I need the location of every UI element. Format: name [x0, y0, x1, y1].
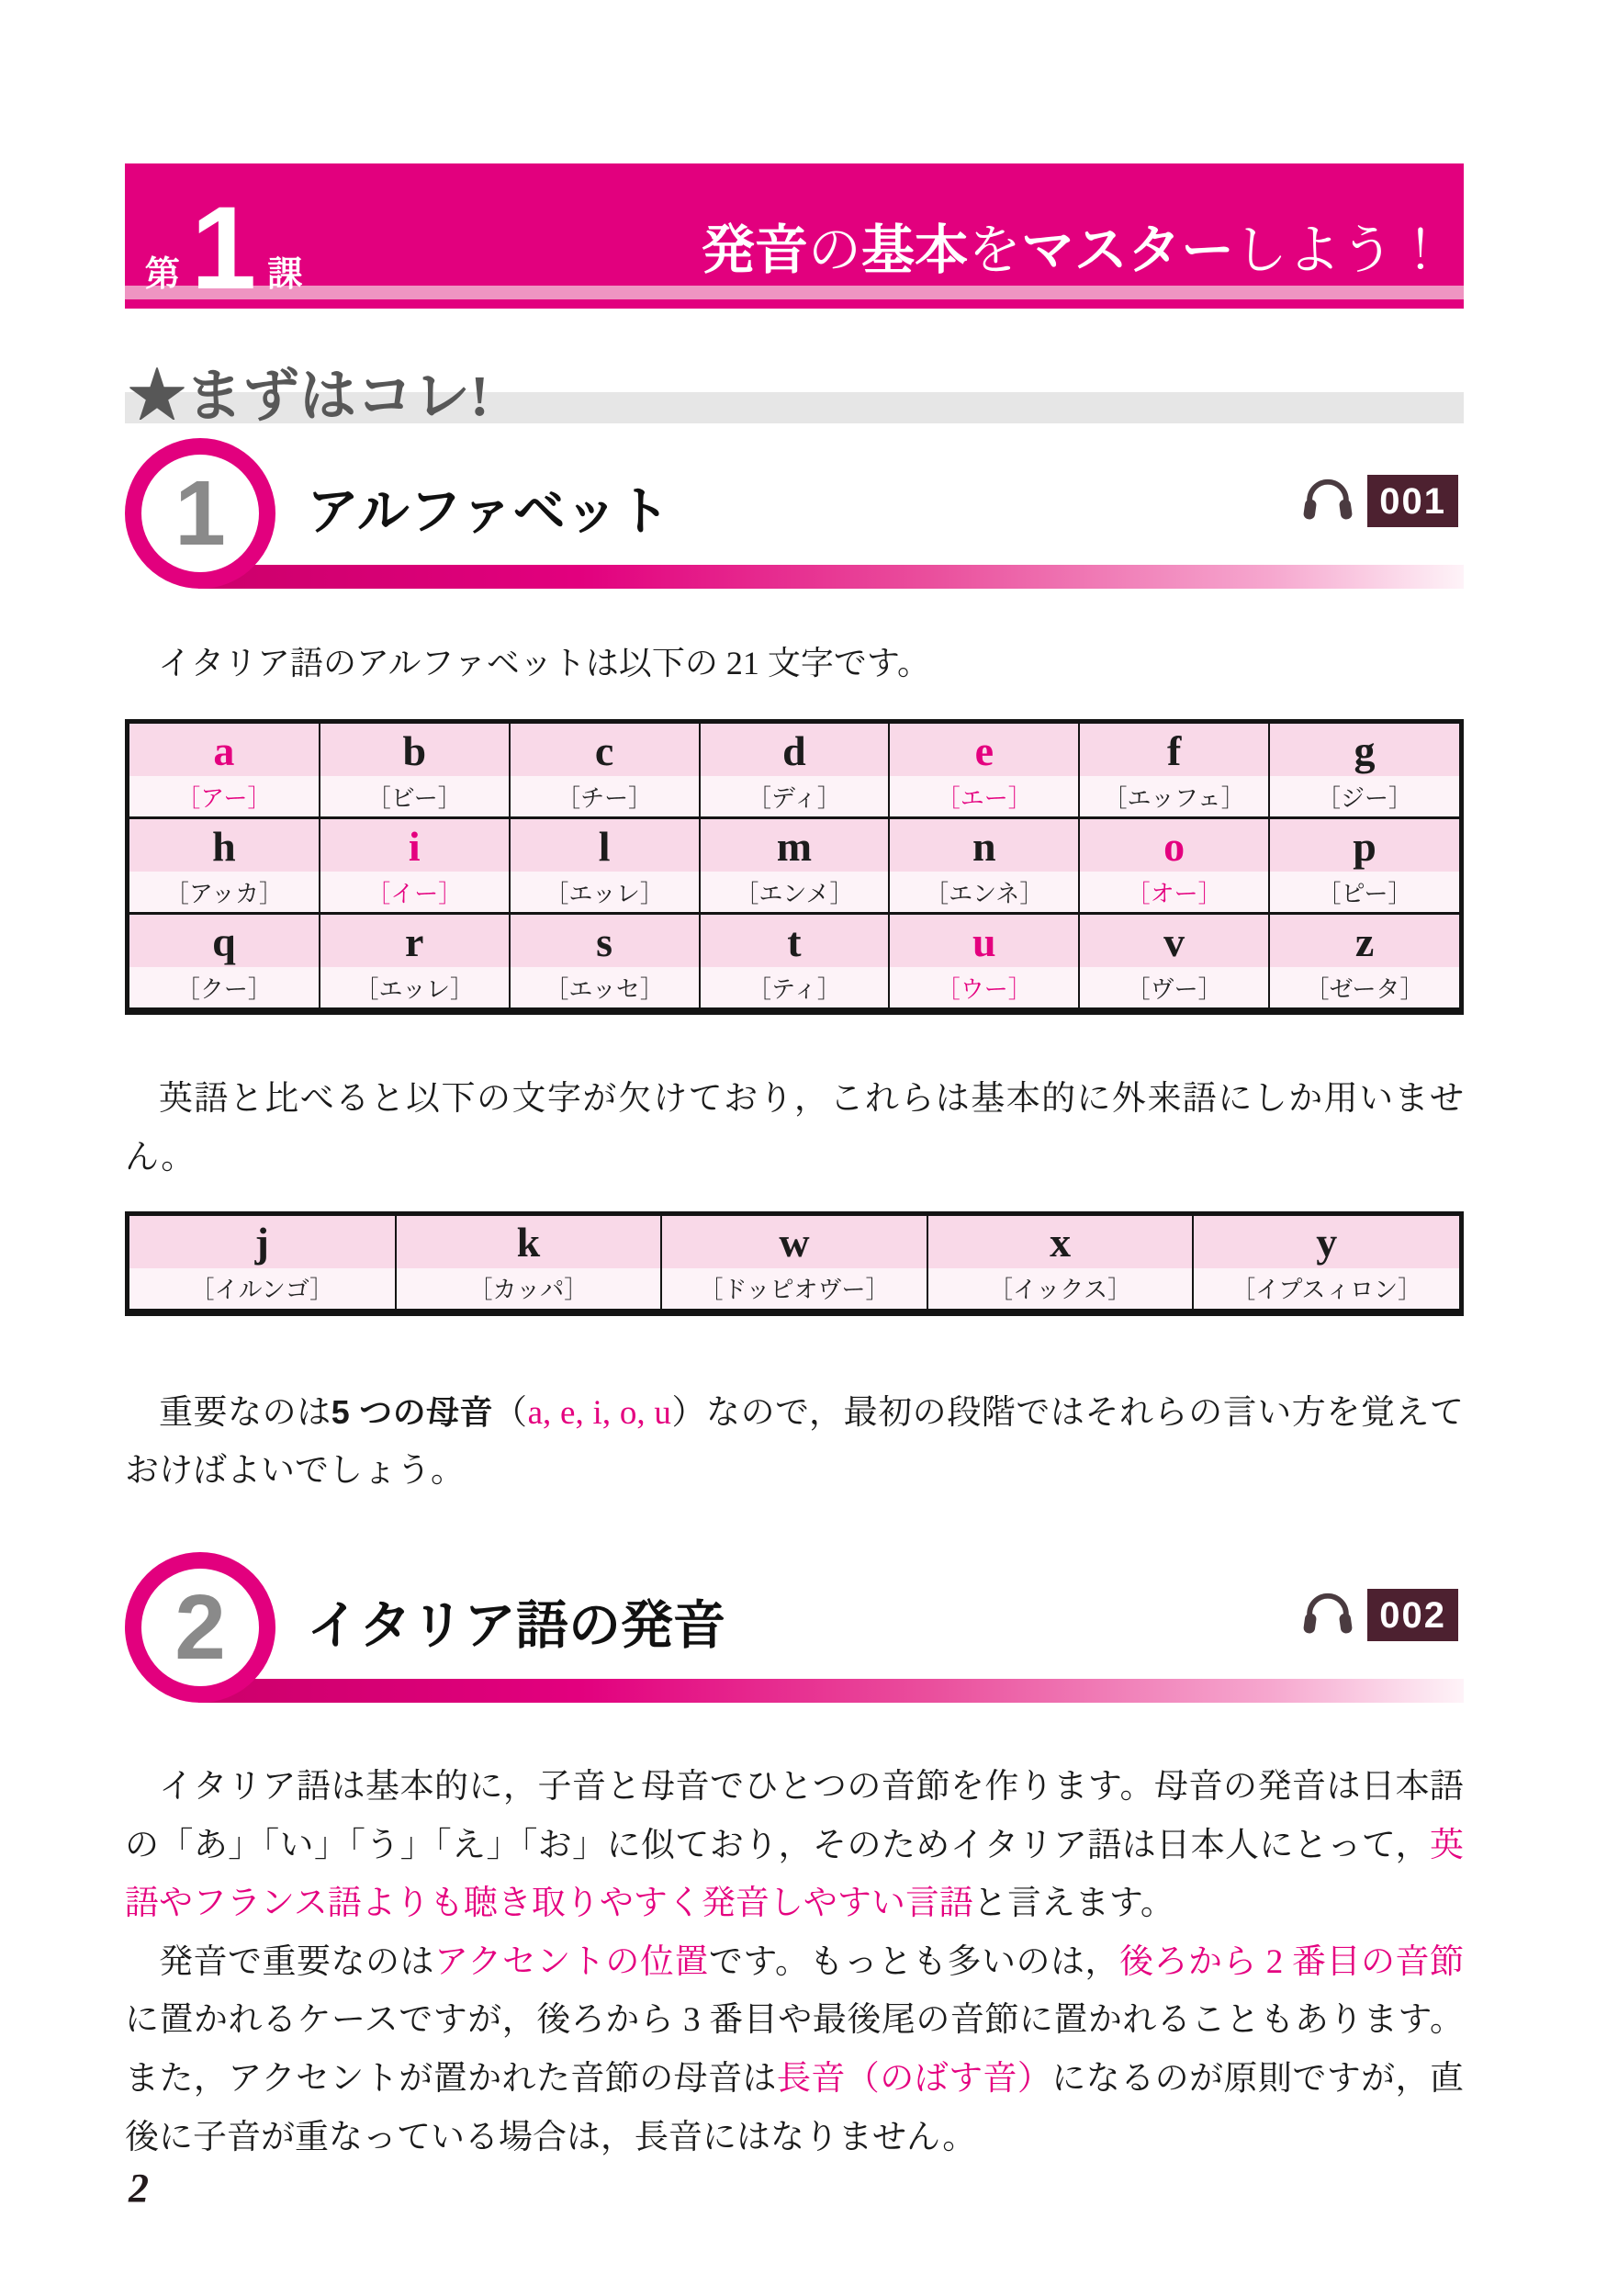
- audio-track-badge: 002: [1367, 1589, 1458, 1641]
- lesson-number: 1: [191, 183, 257, 315]
- letter-cell: a: [129, 724, 320, 776]
- section-number: 2: [174, 1575, 226, 1679]
- letter-cell: l: [510, 818, 700, 872]
- letter-cell: u: [889, 914, 1079, 968]
- letter-cell: r: [320, 914, 510, 968]
- section-number-ring: [125, 1552, 275, 1703]
- reading-cell: ［イー］: [320, 872, 510, 914]
- section-rule: [198, 1679, 1464, 1703]
- text-segment: イタリア語は基本的に，子音と母音でひとつの音節を作ります。母音の発音は日本語の「あ」「い」「う」「え」「お」に似ており，そのためイタリア語は日本人にとって，: [125, 1767, 1464, 1864]
- headphones-icon: [1301, 1589, 1354, 1641]
- text-segment: 発音で重要なのは: [159, 1942, 435, 1981]
- reading-cell: ［オー］: [1079, 872, 1269, 914]
- letter-cell: e: [889, 724, 1079, 776]
- quick-start-bar: [125, 366, 1464, 428]
- text-segment: 後ろから 2 番目の音節: [1118, 1942, 1465, 1981]
- section-rule: [198, 565, 1464, 589]
- section-title: イタリア語の発音: [307, 1595, 725, 1655]
- text-segment: アクセントの位置: [434, 1942, 709, 1981]
- lesson-title: [701, 220, 1447, 280]
- vowels-paragraph: [125, 1384, 1464, 1501]
- text-segment: です。もっとも多いのは，: [708, 1942, 1119, 1981]
- lesson-suffix: 課: [267, 255, 303, 294]
- banner-stripe: [125, 286, 1464, 299]
- reading-cell: ［エッレ］: [510, 872, 700, 914]
- letter-cell: y: [1193, 1216, 1459, 1268]
- letter-cell: v: [1079, 914, 1269, 968]
- missing-letters-table: [125, 1211, 1464, 1316]
- letter-cell: t: [700, 914, 890, 968]
- reading-cell: ［イプスィロン］: [1193, 1268, 1459, 1309]
- audio-block: [1301, 1589, 1458, 1641]
- letter-cell: d: [700, 724, 890, 776]
- letter-cell: s: [510, 914, 700, 968]
- reading-cell: ［ピー］: [1269, 872, 1459, 914]
- reading-cell: ［ヴー］: [1079, 967, 1269, 1007]
- letter-cell: z: [1269, 914, 1459, 968]
- text-segment: 発音: [701, 220, 808, 280]
- letter-cell: n: [889, 818, 1079, 872]
- letter-cell: w: [661, 1216, 927, 1268]
- reading-cell: ［ビー］: [320, 776, 510, 818]
- reading-cell: ［ゼータ］: [1269, 967, 1459, 1007]
- reading-cell: ［ティ］: [700, 967, 890, 1007]
- reading-cell: ［チー］: [510, 776, 700, 818]
- letter-cell: b: [320, 724, 510, 776]
- text-segment: しよう！: [1233, 220, 1447, 280]
- text-segment: 5 つの母音: [331, 1393, 494, 1431]
- text-segment: 重要なのは: [159, 1393, 331, 1432]
- text-segment: 英語やフランス語よりも聴き取りやすく発音しやすい言語: [125, 1826, 1464, 1923]
- lesson-prefix: 第: [145, 255, 181, 294]
- section-title: アルファベット: [307, 482, 670, 541]
- letter-cell: m: [700, 818, 890, 872]
- reading-cell: ［イルンゴ］: [129, 1268, 396, 1309]
- reading-cell: ［エンメ］: [700, 872, 890, 914]
- page-number: 2: [129, 2166, 149, 2211]
- reading-cell: ［エッフェ］: [1079, 776, 1269, 818]
- lesson-banner: [125, 163, 1464, 315]
- letter-cell: x: [927, 1216, 1194, 1268]
- headphones-icon: [1301, 475, 1354, 527]
- reading-cell: ［ジー］: [1269, 776, 1459, 818]
- letter-cell: f: [1079, 724, 1269, 776]
- audio-track-badge: 001: [1367, 475, 1458, 527]
- reading-cell: ［アッカ］: [129, 872, 320, 914]
- letter-cell: j: [129, 1216, 396, 1268]
- text-segment: と言えます。: [972, 1885, 1174, 1923]
- text-segment: 基本: [860, 220, 968, 280]
- pronunciation-paragraph-1: [125, 1758, 1464, 1933]
- reading-cell: ［ディ］: [700, 776, 890, 818]
- reading-cell: ［イックス］: [927, 1268, 1194, 1309]
- letter-cell: o: [1079, 818, 1269, 872]
- letter-cell: c: [510, 724, 700, 776]
- reading-cell: ［エッレ］: [320, 967, 510, 1007]
- text-segment: を: [967, 220, 1021, 280]
- letter-cell: h: [129, 818, 320, 872]
- text-segment: の: [807, 220, 861, 280]
- text-segment: a, e, i, o, u: [527, 1393, 671, 1432]
- letter-cell: g: [1269, 724, 1459, 776]
- reading-cell: ［クー］: [129, 967, 320, 1007]
- section-number-ring: [125, 438, 275, 589]
- text-segment: 長音（のばす音）: [776, 2060, 1052, 2099]
- alphabet-table: [125, 719, 1464, 1015]
- section-1-header: [125, 438, 1464, 589]
- reading-cell: ［ドッピオヴー］: [661, 1268, 927, 1309]
- text-segment: マスター: [1020, 220, 1234, 280]
- missing-letters-table-grid: [129, 1216, 1459, 1309]
- reading-cell: ［エンネ］: [889, 872, 1079, 914]
- missing-letters-paragraph: 英語と比べると以下の文字が欠けており，これらは基本的に外来語にしか用いません。: [125, 1080, 1464, 1177]
- reading-cell: ［エッセ］: [510, 967, 700, 1007]
- alphabet-table-grid: [129, 724, 1459, 1007]
- page-content: [0, 163, 1618, 2167]
- text-segment: になるのが原則ですが，直後に子音が重なっている場合は，長音にはなりません。: [125, 2060, 1465, 2156]
- reading-cell: ［アー］: [129, 776, 320, 818]
- section-2-header: [125, 1552, 1464, 1703]
- reading-cell: ［ウー］: [889, 967, 1079, 1007]
- intro-paragraph: イタリア語のアルファベットは以下の 21 文字です。: [158, 645, 930, 681]
- text-segment: （: [493, 1393, 528, 1432]
- reading-cell: ［エー］: [889, 776, 1079, 818]
- reading-cell: ［カッパ］: [396, 1268, 662, 1309]
- quick-start-label: ★まずはコレ!: [129, 366, 489, 428]
- letter-cell: k: [396, 1216, 662, 1268]
- lesson-id-block: [145, 183, 303, 315]
- letter-cell: p: [1269, 818, 1459, 872]
- letter-cell: q: [129, 914, 320, 968]
- audio-block: [1301, 475, 1458, 527]
- text-segment: に置かれるケースですが，後ろから 3 番目や最後尾の音節に置かれることもあります。また，アクセントが置かれた音節の母音は: [125, 2001, 1464, 2099]
- pronunciation-paragraph-2: [125, 1933, 1464, 2167]
- letter-cell: i: [320, 818, 510, 872]
- section-number: 1: [174, 462, 226, 565]
- pronunciation-text: [125, 1758, 1464, 2167]
- text-segment: ）なので，最初の段階ではそれらの言い方を覚えておけばよいでしょう。: [125, 1393, 1465, 1491]
